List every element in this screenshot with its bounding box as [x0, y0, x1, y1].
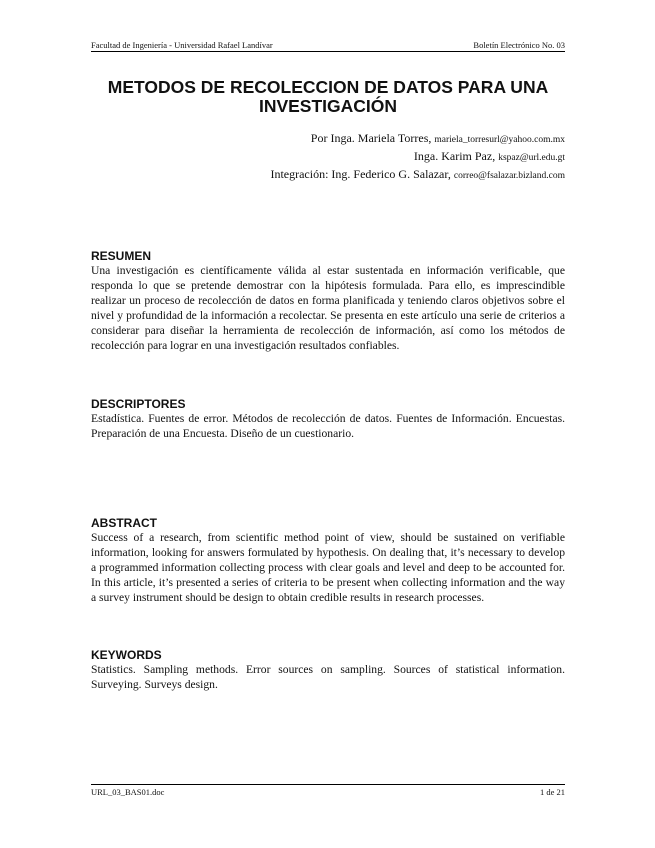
author-email: mariela_torresurl@yahoo.com.mx — [434, 135, 565, 145]
section-body: Success of a research, from scientific method point of view, should be sustained on verifiable information, looking for answers formulated by hypothesis. On dealing that, it’s necessary to develop a programmed information collecting process with clear goals and level and deep to be accounted for. In this article, it’s presented a series of criteria to be present when collecting information and the way a survey instrument should be design to obtain credible results in research processes. — [91, 531, 565, 604]
author-email: correo@fsalazar.bizland.com — [453, 171, 565, 181]
author-line — [270, 166, 565, 184]
page-footer — [91, 784, 565, 799]
section-resumen — [91, 249, 565, 353]
title-line-1: METODOS DE RECOLECCION DE DATOS PARA UNA — [107, 77, 549, 97]
paper-title — [91, 78, 565, 116]
section-heading: DESCRIPTORES — [91, 397, 186, 411]
section-keywords — [91, 648, 565, 692]
author-block — [270, 130, 565, 184]
author-line — [270, 130, 565, 148]
author-name: Por Inga. Mariela Torres, — [310, 131, 432, 145]
section-descriptores — [91, 397, 565, 441]
section-heading: RESUMEN — [91, 249, 152, 263]
author-email: kspaz@url.edu.gt — [498, 153, 565, 163]
section-body: Una investigación es científicamente válida al estar sustentada en información verificable, que responda lo que se pretende demostrar con la hipótesis formulada. Para ello, es imprescindible realizar un proceso de recolección de datos en forma planificada y teniendo claros objetivos sobre el nivel y profundidad de la información a recolectar. Se presenta en este artículo una serie de criterios a considerar para diseñar la herramienta de recolección de información, así como los métodos de recolección para lograr en una investigación resultados confiables. — [91, 264, 565, 352]
author-name: Integración: Ing. Federico G. Salazar, — [270, 167, 451, 181]
header-left: Facultad de Ingeniería - Universidad Rafael Landívar — [91, 40, 273, 50]
section-heading: ABSTRACT — [91, 516, 157, 530]
footer-filename: URL_03_BAS01.doc — [91, 787, 165, 797]
section-abstract — [91, 516, 565, 605]
page-number: 1 de 21 — [539, 787, 565, 797]
section-body: Estadística. Fuentes de error. Métodos de recolección de datos. Fuentes de Información. Encuestas. Preparación de una Encuesta. Diseño de un cuestionario. — [91, 412, 565, 440]
title-line-2: INVESTIGACIÓN — [258, 96, 398, 116]
header-right: Boletín Electrónico No. 03 — [473, 40, 565, 50]
section-body: Statistics. Sampling methods. Error sources on sampling. Sources of statistical information. Surveying. Surveys design. — [91, 663, 565, 691]
section-heading: KEYWORDS — [91, 648, 162, 662]
author-line — [270, 148, 565, 166]
page-header — [91, 38, 565, 52]
author-name: Inga. Karim Paz, — [413, 149, 496, 163]
